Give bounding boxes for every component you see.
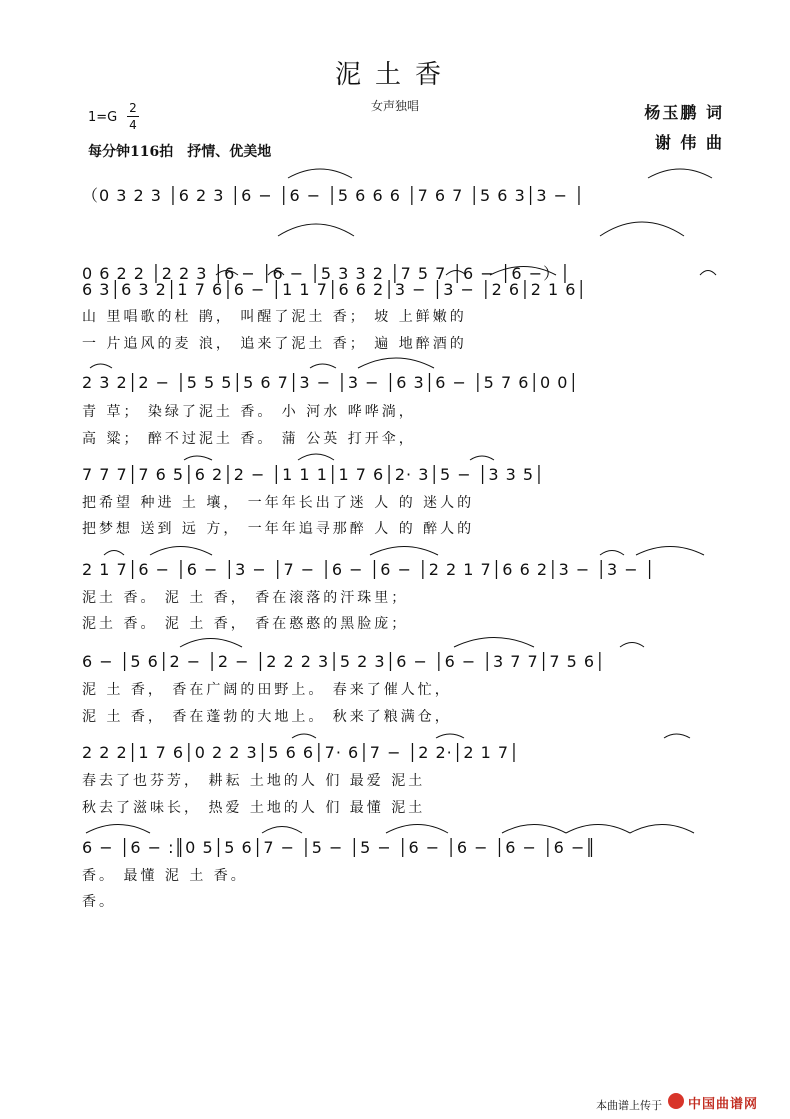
slur-arc: [184, 456, 212, 460]
slur-arc: [298, 454, 334, 460]
lyric-verse1-line-4: 青 草； 染绿了泥土 香。 小 河水 哗哗淌，: [82, 404, 416, 420]
slur-arc: [454, 638, 534, 648]
logo-badge-icon: [668, 1093, 684, 1109]
lyric-verse2-line-7: 泥 土 香， 香在蓬勃的大地上。 秋来了粮满仓，: [82, 709, 452, 725]
song-title: 泥土香: [334, 60, 455, 90]
slur-arc: [288, 169, 352, 178]
notation-line-7: 6 − │5 6│2 − │2 − │2 2 2 3│5 2 3│6 − │6 − │3 7 7│7 5 6│: [82, 652, 606, 671]
slur-arc: [490, 267, 556, 276]
lyric-verse2-line-3: 一 片追风的麦 浪， 追来了泥土 香； 遍 地醉酒的: [82, 336, 467, 352]
slur-arc: [180, 639, 242, 648]
notation-line-5: 7 7 7│7 6 5│6 2│2 − │1 1 1│1 7 6│2· 3│5 − │3 3 5│: [82, 465, 545, 484]
lyricist-credit: 杨玉鹏 词: [644, 103, 724, 122]
tempo-marking: 每分钟116拍 抒情、优美地: [88, 144, 272, 160]
slur-arc: [104, 551, 124, 556]
slur-arc: [90, 364, 112, 368]
notation-line-9: 6 − │6 − :║0 5│5 6│7 − │5 − │5 − │6 − │6 − │6 − │6 −║: [82, 838, 596, 857]
slur-arc: [436, 734, 464, 738]
composer-credit: 谢 伟 曲: [654, 133, 724, 152]
slur-arc: [630, 825, 694, 834]
slur-arc: [310, 364, 336, 368]
time-numerator: 2: [129, 101, 137, 115]
slur-arc: [600, 551, 624, 556]
lyric-verse1-line-6: 泥土 香。 泥 土 香， 香在滚落的汗珠里；: [82, 590, 409, 606]
site-logo: [668, 1093, 776, 1111]
slur-arc: [648, 169, 712, 178]
notation-line-1: （0 3 2 3 │6 2 3 │6 − │6 − │5 6 6 6 │7 6 7 │5 6 3│3 − │: [82, 186, 585, 205]
lyric-verse2-line-8: 秋去了滋味长， 热爱 土地的人 们 最懂 泥土: [82, 800, 426, 816]
lyric-verse1-line-3: 山 里唱歌的杜 鹃， 叫醒了泥土 香； 坡 上鲜嫩的: [82, 309, 467, 325]
slur-arc: [86, 825, 150, 834]
slur-arc: [278, 224, 354, 236]
notation-line-3: 6 3│6 3 2│1 7 6│6 − │1 1 7│6 6 2│3 − │3 − │2 6│2 1 6│: [82, 280, 588, 299]
slur-arc: [620, 643, 644, 648]
lyric-verse1-line-8: 春去了也芬芳， 耕耘 土地的人 们 最爱 泥土: [82, 773, 426, 789]
slur-arc: [386, 825, 448, 834]
slur-arc: [502, 825, 566, 834]
lyric-verse2-line-5: 把梦想 送到 远 方， 一年年追寻那醉 人 的 醉人的: [82, 521, 475, 537]
upload-credit: 本曲谱上传于: [596, 1099, 662, 1112]
slur-arc: [370, 547, 438, 556]
notation-line-8: 2 2 2│1 7 6│0 2 2 3│5 6 6│7· 6│7 − │2 2·│2 1 7│: [82, 743, 520, 762]
key-signature: 1=G: [88, 110, 118, 125]
slur-arc: [470, 456, 494, 460]
lyric-verse2-line-9: 香。: [82, 894, 116, 910]
lyric-verse1-line-9: 香。 最懂 泥 土 香。: [82, 868, 248, 884]
notation-line-2: 0 6 2 2 │2 2 3 │6 − │6 − │5 3 3 2 │7 5 7 │6 − │6 −）│: [82, 264, 571, 283]
slur-arc: [700, 271, 716, 276]
slur-arc: [150, 547, 212, 556]
lyric-verse1-line-5: 把希望 种进 土 壤， 一年年长出了迷 人 的 迷人的: [82, 495, 475, 511]
song-subtitle: 女声独唱: [370, 99, 419, 113]
slur-arc: [292, 734, 316, 738]
slur-arc: [600, 222, 684, 236]
slur-arc: [216, 271, 238, 276]
slur-arc: [446, 271, 466, 276]
slur-arc: [358, 358, 434, 368]
slur-arc: [636, 547, 704, 556]
lyric-verse2-line-6: 泥土 香。 泥 土 香， 香在憨憨的黑脸庞；: [82, 616, 409, 632]
slur-arc: [262, 827, 302, 834]
lyric-verse2-line-4: 高 粱； 醉不过泥土 香。 蒲 公英 打开伞，: [82, 431, 416, 447]
time-denominator: 4: [129, 118, 137, 132]
slur-arc: [664, 734, 690, 738]
notation-line-6: 2 1 7│6 − │6 − │3 − │7 − │6 − │6 − │2 2 1 7│6 6 2│3 − │3 − │: [82, 560, 656, 579]
lyric-verse1-line-7: 泥 土 香， 香在广阔的田野上。 春来了催人忙，: [82, 682, 452, 698]
logo-text: 中国曲谱网: [688, 1097, 759, 1112]
notation-line-4: 2 3 2│2 − │5 5 5│5 6 7│3 − │3 − │6 3│6 − │5 7 6│0 0│: [82, 373, 580, 392]
slur-arc: [566, 825, 630, 834]
slur-arc: [268, 271, 284, 276]
